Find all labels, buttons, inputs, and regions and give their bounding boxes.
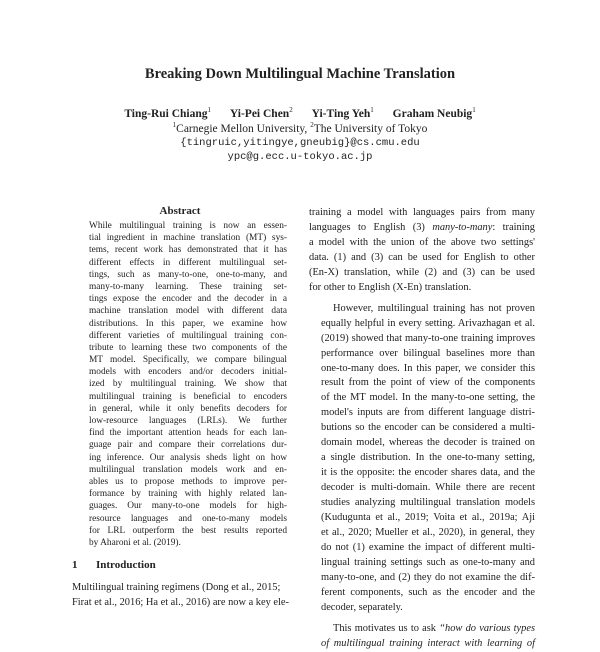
text-line: of the MT model. In the many-to-one setting, the: [321, 392, 535, 404]
affiliations: $^1$Carnegie Mellon University, $^2$The University of Tokyo: [172, 121, 428, 135]
abstract-line: ing inference. Our analysis sheds light on how: [89, 452, 287, 463]
author-3: Yi-Ting Yeh$^1$: [311, 106, 374, 120]
text-line: performance over bilingual baselines more than: [321, 347, 535, 359]
abstract-line: While multilingual training is now an essen-: [89, 221, 287, 231]
abstract-line: tial ingredient in machine translation (MT) sys-: [89, 233, 287, 244]
author-4: Graham Neubig$^1$: [392, 106, 476, 120]
section-heading: 1 Introduction: [72, 559, 156, 571]
abstract-line: multilingual translation models work and en-: [89, 464, 287, 475]
author-email-2: ypc@g.ecc.u-tokyo.ac.jp: [227, 151, 373, 163]
abstract-line: models with encoders and/or decoders initial-: [89, 367, 287, 378]
abstract-line: guage pair and compare their correlations dur-: [89, 440, 287, 451]
abstract-line: guages. Our many-to-one models for high-: [89, 501, 287, 512]
text-line: a single distribution. In the one-to-many setting,: [321, 452, 535, 464]
paragraph: [309, 206, 535, 296]
abstract-line: in general, while it only benefits decoders for: [89, 403, 287, 414]
abstract-line: tings, such as many-to-one, one-to-many, and: [89, 269, 287, 280]
text-line: butions so the encoder can be considered a multi-: [321, 422, 535, 434]
right-column-text: [309, 206, 535, 652]
paper-title: Breaking Down Multilingual Machine Translation: [144, 66, 456, 82]
text-line: one-to-many does. In this paper, we consider this: [321, 362, 535, 374]
abstract-line: machine translation model with different data: [89, 306, 287, 317]
text-line: training a model with languages pairs from many: [309, 207, 535, 218]
text-line: equally helpful in every setting. Arivazhagan et al.: [321, 317, 535, 329]
text-line: decoder, separately.: [321, 601, 403, 613]
intro-text-line: Firat et al., 2016; Ha et al., 2016) are now a key ele-: [72, 597, 289, 608]
text-line: lingual training settings such as one-to-many and: [321, 556, 535, 568]
text-line: a model with the union of the above two settings': [309, 236, 535, 248]
paragraph: [309, 302, 535, 616]
abstract-line: different varieties of multilingual training con-: [89, 330, 287, 341]
abstract-line: many-to-many learning. These training set-: [89, 281, 287, 292]
abstract-line: MT model. Specifically, we compare bilingual: [89, 355, 287, 366]
text-line: many-to-one, and (2) they do not examine the dif-: [321, 571, 535, 583]
abstract-line: for LRL outperform the best results reported: [89, 525, 287, 536]
text-line: result from the point of view of the components: [321, 377, 535, 389]
abstract-line: ables us to propose methods to improve per-: [89, 476, 287, 487]
paragraph: [309, 622, 535, 652]
text-line: do not (1) examine the impact of different multi-: [321, 541, 535, 553]
text-line: data. (1) and (3) can be used for English to other: [309, 251, 535, 263]
intro-text-line: Multilingual training regimens (Dong et al., 2015;: [72, 582, 281, 593]
abstract-heading: Abstract: [159, 205, 201, 217]
author-1: Ting-Rui Chiang$^1$: [124, 106, 212, 120]
text-line: for other to English (X-En) translation.: [309, 281, 472, 293]
text-line: (2019) showed that many-to-one training improves: [321, 332, 535, 344]
text-line: (Kudugunta et al., 2019; Voita et al., 2019a; Aji: [321, 512, 535, 524]
abstract-line: formance by training with highly related lan-: [89, 489, 287, 500]
abstract-line: find the important attention heads for each lan-: [89, 428, 287, 439]
abstract-line: tems, recent work has demonstrated that it has: [89, 245, 287, 256]
text-line: model's inputs are from different language distri-: [321, 407, 535, 419]
abstract-line: by Aharoni et al. (2019).: [89, 537, 181, 548]
abstract-line: low-resource languages (LRLs). We further: [89, 416, 287, 426]
text-line: ferent components, such as the encoder and the: [321, 586, 535, 598]
abstract-body: [89, 220, 287, 549]
author-list: [0, 106, 600, 120]
abstract-line: multilingual training is beneficial to encoders: [89, 391, 287, 402]
author-email-1: {tingruic,yitingye,gneubig}@cs.cmu.edu: [180, 137, 420, 149]
abstract-line: distributions. In this paper, we examine how: [89, 318, 287, 329]
abstract-line: ized by multilingual training. We show that: [89, 379, 287, 390]
text-line: it is the opposite: the encoder shares data, and the: [321, 467, 535, 479]
text-line: This motivates us to ask “how do various types: [333, 622, 535, 634]
text-line: languages to English (3) many-to-many: training: [309, 221, 535, 233]
abstract-line: resource languages and one-to-many models: [89, 513, 287, 524]
abstract-line: tribute to learning these two components of the: [89, 342, 287, 353]
text-line: (En-X) translation, while (2) and (3) can be used: [309, 266, 535, 278]
text-line: studies analyzing multilingual translation models: [321, 497, 535, 509]
text-line: However, multilingual training has not proven: [333, 302, 535, 314]
text-line: et al., 2020; Mueller et al., 2020), in general, they: [321, 527, 535, 539]
text-line: of multilingual training interact with learning of: [321, 637, 535, 649]
text-line: domain model, whereas the decoder is trained on: [321, 437, 535, 449]
text-line: decoder is multi-domain. While there are recent: [321, 482, 535, 494]
author-2: Yi-Pei Chen$^2$: [229, 106, 293, 120]
abstract-line: tings expose the encoder and the decoder in a: [89, 294, 287, 305]
abstract-line: different effects in different multilingual set-: [89, 257, 287, 268]
